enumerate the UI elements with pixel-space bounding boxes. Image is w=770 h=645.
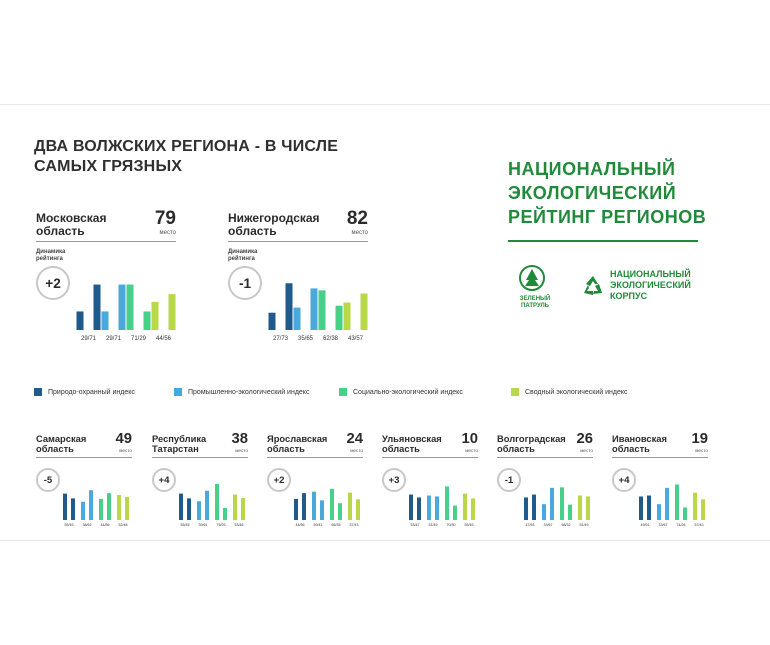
bar: [568, 505, 572, 520]
brand-title: НАЦИОНАЛЬНЫЙ ЭКОЛОГИЧЕСКИЙ РЕЙТИНГ РЕГИОНОВ: [508, 159, 707, 227]
legend-swatch: [511, 388, 519, 396]
bar: [693, 493, 697, 520]
bar: [471, 498, 475, 520]
brand-divider: [508, 240, 698, 242]
bar: [125, 497, 129, 520]
bar: [336, 306, 343, 330]
bar: [348, 493, 352, 520]
bar-label: 47/53: [525, 523, 535, 527]
bar: [233, 495, 237, 520]
bar: [639, 496, 643, 520]
bar: [361, 294, 368, 330]
bar: [286, 283, 293, 330]
rank-word: место: [351, 230, 368, 236]
bar-label: 53/46: [234, 523, 244, 527]
infographic-card: [0, 104, 770, 541]
rank-value: 10: [461, 430, 478, 447]
dynamics-label: Динамика рейтинга: [36, 249, 66, 262]
tree-icon: [515, 265, 549, 291]
bar: [94, 285, 101, 330]
region-name: Самарская область: [36, 434, 87, 455]
bar-label: 29/71: [105, 336, 122, 342]
bar: [215, 484, 219, 520]
bar-label: 35/65: [297, 336, 314, 342]
dynamics-badge: +3: [382, 468, 406, 492]
dynamics-label: Динамика рейтинга: [228, 249, 258, 262]
bar: [119, 285, 126, 330]
legend-item: [511, 388, 628, 396]
rank-word: место: [235, 448, 248, 454]
rank-value: 26: [576, 430, 593, 447]
bar: [578, 496, 582, 520]
bar-label: 27/73: [272, 336, 289, 342]
legend-label: Социально-экологический индекс: [353, 388, 463, 396]
bar: [338, 503, 342, 520]
dynamics-badge: +2: [267, 468, 291, 492]
bar-label: 57/43: [349, 523, 359, 527]
bar: [197, 501, 201, 520]
bar-label: 51/49: [579, 523, 589, 527]
recycle-icon: [580, 273, 606, 299]
region-bar-chart: [268, 212, 368, 372]
bar: [102, 311, 109, 330]
legend-swatch: [339, 388, 347, 396]
region-name: Волгоградская область: [497, 434, 566, 455]
bar-label: 59/41: [313, 523, 323, 527]
bar: [665, 488, 669, 520]
region-bar-chart: [521, 430, 593, 534]
region-bar-chart: [636, 430, 708, 534]
bar: [453, 506, 457, 520]
dynamics-badge: +4: [152, 468, 176, 492]
bar: [187, 498, 191, 520]
rank-word: место: [580, 448, 593, 454]
bar-label: 71/29: [130, 336, 147, 342]
bar: [71, 498, 75, 520]
bar: [524, 497, 528, 520]
bar: [179, 494, 183, 520]
bar: [63, 494, 67, 520]
bar-label: 44/56: [295, 523, 305, 527]
bar: [169, 294, 176, 330]
page-title: ДВА ВОЛЖСКИХ РЕГИОНА - В ЧИСЛЕ САМЫХ ГРЯЗНЫХ: [34, 138, 339, 175]
bar-label: 44/56: [100, 523, 110, 527]
legend-swatch: [34, 388, 42, 396]
bar: [356, 499, 360, 520]
bar: [81, 502, 85, 520]
bar: [223, 508, 227, 520]
bar: [532, 495, 536, 520]
region-bar-chart: [291, 430, 363, 534]
legend-item: [34, 388, 135, 396]
dynamics-badge: -5: [36, 468, 60, 492]
bar-label: 33/67: [658, 523, 668, 527]
rank-word: место: [465, 448, 478, 454]
bar-label: 33/67: [543, 523, 553, 527]
bar-label: 62/38: [322, 336, 339, 342]
zeleny-patrul-logo: [515, 265, 555, 310]
region-name: Ивановская область: [612, 434, 667, 455]
bar: [409, 495, 413, 520]
region-panel: [36, 430, 132, 534]
rank-word: место: [350, 448, 363, 454]
region-panel: [497, 430, 593, 534]
bar-label: 52/48: [118, 523, 128, 527]
bar-label: 55/45: [464, 523, 474, 527]
bar: [77, 311, 84, 330]
bar: [344, 302, 351, 330]
legend-label: Промышленно-экологический индекс: [188, 388, 310, 396]
region-bar-chart: [406, 430, 478, 534]
legend: [34, 388, 734, 402]
bar: [302, 493, 306, 520]
bar: [89, 490, 93, 520]
rank-word: место: [695, 448, 708, 454]
bar-label: 51/49: [428, 523, 438, 527]
region-bar-chart: [176, 430, 248, 534]
rank-value: 82: [346, 208, 368, 229]
bar-label: 38/62: [82, 523, 92, 527]
bar: [657, 504, 661, 520]
region-name: Ярославская область: [267, 434, 328, 455]
bar-label: 53/47: [410, 523, 420, 527]
bar: [241, 498, 245, 520]
bar: [294, 308, 301, 330]
bar: [152, 302, 159, 330]
bar: [205, 491, 209, 520]
bar-label: 68/32: [561, 523, 571, 527]
bar: [319, 290, 326, 330]
bar: [445, 486, 449, 520]
legend-item: [339, 388, 463, 396]
bar: [117, 495, 121, 520]
bar: [435, 496, 439, 520]
region-panel: [228, 208, 368, 372]
bar: [107, 493, 111, 520]
region-panel: [36, 208, 176, 372]
region-panel: [382, 430, 478, 534]
rank-value: 24: [346, 430, 363, 447]
bar-label: 57/43: [694, 523, 704, 527]
rank-word: место: [159, 230, 176, 236]
bar: [463, 494, 467, 520]
rank-value: 49: [115, 430, 132, 447]
bar: [586, 496, 590, 520]
eco-corps-logo: [580, 269, 710, 302]
dynamics-badge: +4: [612, 468, 636, 492]
bar: [647, 496, 651, 520]
bar: [269, 313, 276, 330]
bar: [675, 484, 679, 520]
bar-label: 75/25: [216, 523, 226, 527]
bar: [542, 504, 546, 520]
bar-label: 39/61: [198, 523, 208, 527]
region-name: Ульяновская область: [382, 434, 442, 455]
region-name: Республика Татарстан: [152, 434, 207, 455]
eco-corps-label: НАЦИОНАЛЬНЫЙ ЭКОЛОГИЧЕСКИЙ КОРПУС: [610, 269, 691, 301]
bar-label: 55/45: [64, 523, 74, 527]
zeleny-patrul-label: ЗЕЛЕНЫЙ ПАТРУЛЬ: [519, 296, 551, 309]
dynamics-badge: +2: [36, 266, 70, 300]
legend-swatch: [174, 388, 182, 396]
region-bar-chart: [76, 212, 176, 372]
bar-label: 29/71: [80, 336, 97, 342]
legend-label: Природо-охранный индекс: [48, 388, 135, 396]
rank-value: 38: [231, 430, 248, 447]
bar-label: 49/51: [640, 523, 650, 527]
bar-label: 70/30: [446, 523, 456, 527]
dynamics-badge: -1: [497, 468, 521, 492]
bar-label: 43/57: [347, 336, 364, 342]
bar-label: 44/56: [155, 336, 172, 342]
rank-word: место: [119, 448, 132, 454]
region-panel: [612, 430, 708, 534]
bar: [311, 288, 318, 330]
legend-item: [174, 388, 309, 396]
bar: [144, 311, 151, 330]
region-name: Нижегородская область: [228, 211, 320, 238]
region-panel: [267, 430, 363, 534]
bar: [427, 496, 431, 520]
bar: [701, 499, 705, 520]
bar: [560, 487, 564, 520]
bar: [99, 499, 103, 520]
bar: [312, 492, 316, 520]
bar: [683, 508, 687, 520]
bar: [417, 497, 421, 520]
legend-label: Сводный экологический индекс: [525, 388, 628, 396]
region-name: Московская область: [36, 211, 107, 238]
rank-value: 79: [154, 208, 176, 229]
dynamics-badge: -1: [228, 266, 262, 300]
bar-label: 55/45: [180, 523, 190, 527]
bar-label: 65/35: [331, 523, 341, 527]
bar: [320, 500, 324, 520]
rank-value: 19: [691, 430, 708, 447]
bar: [127, 285, 134, 330]
bar-label: 74/26: [676, 523, 686, 527]
bar: [550, 488, 554, 520]
region-bar-chart: [60, 430, 132, 534]
region-panel: [152, 430, 248, 534]
bar: [330, 489, 334, 520]
bar: [294, 499, 298, 520]
